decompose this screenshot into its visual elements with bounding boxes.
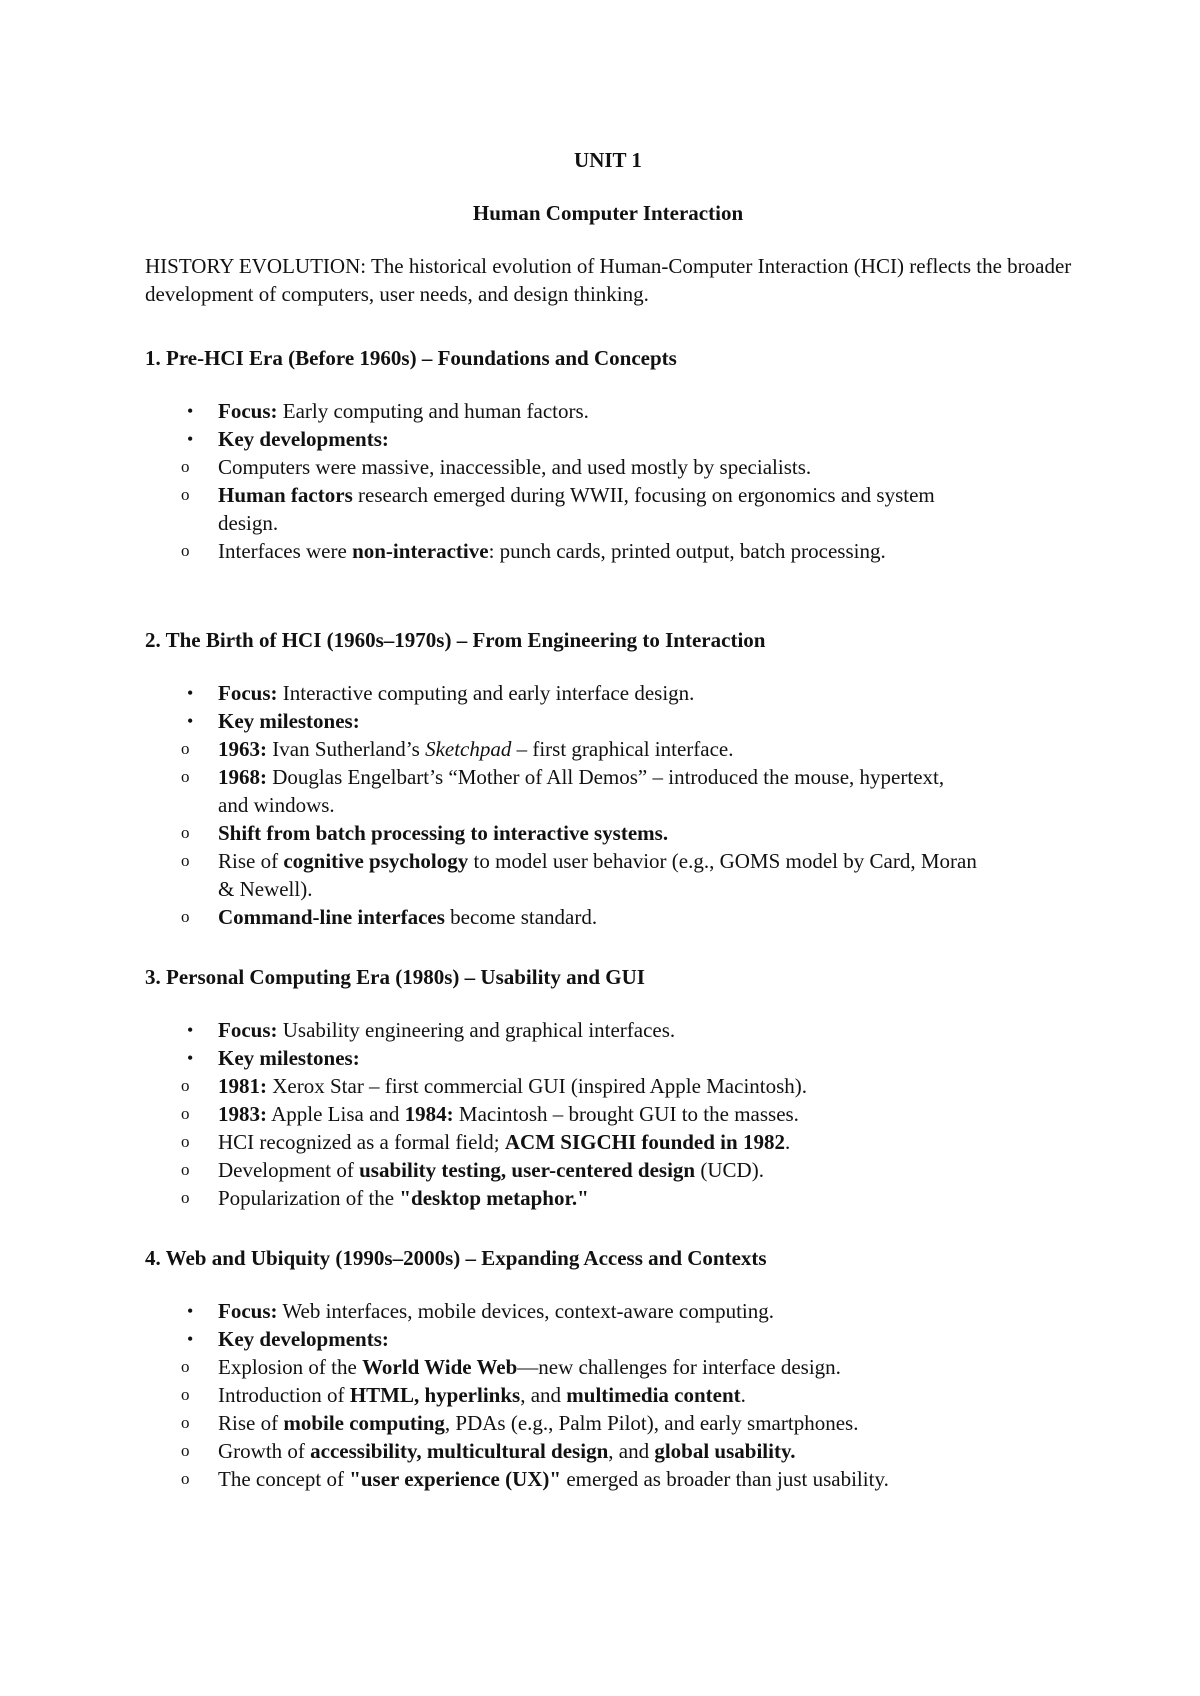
sub-list-item [181,735,1075,763]
doc-title: Human Computer Interaction [472,201,744,225]
plain-text: Rise of [218,1411,284,1435]
circle-bullet-icon: o [181,739,190,758]
bold-text: Command-line interfaces [218,905,445,929]
section-web-ubiquity [145,1245,1075,1493]
focus-text: Usability engineering and graphical interfaces. [277,1018,676,1042]
sub-item-text [218,1072,978,1100]
bold-text: 1983: [218,1102,267,1126]
bold-text: usability testing, user-centered design [359,1158,696,1182]
plain-text: research emerged during WWII, focusing on ergonomics and system design. [218,483,935,535]
focus-item [145,397,1075,425]
section-birth-of-hci [145,627,1075,931]
section-pre-hci [145,345,1075,565]
circle-bullet-icon: o [181,1385,190,1404]
focus-item [145,679,1075,707]
key-item [145,425,1075,565]
sub-item-text [218,1353,978,1381]
sub-item-text [218,847,978,903]
plain-text: become standard. [444,905,598,929]
plain-text: , PDAs (e.g., Palm Pilot), and early smartphones. [444,1411,859,1435]
plain-text: , and [608,1439,655,1463]
plain-text: Computers were massive, inaccessible, and used mostly by specialists. [218,455,812,479]
plain-text: Macintosh – brought GUI to the masses. [453,1102,799,1126]
sub-item-text [218,1437,978,1465]
sub-list-item [181,1381,1075,1409]
sub-item-text [218,1128,978,1156]
circle-bullet-icon: o [181,541,190,560]
sub-list-item [181,1072,1075,1100]
sub-item-text [218,763,978,819]
plain-text: emerged as broader than just usability. [561,1467,889,1491]
plain-text: , and [520,1383,567,1407]
bold-text: "desktop metaphor." [399,1186,589,1210]
section-heading: 2. The Birth of HCI (1960s–1970s) – From Engineering to Interaction [145,628,766,652]
circle-bullet-icon: o [181,823,190,842]
plain-text: : punch cards, printed output, batch processing. [488,539,886,563]
sub-item-text [218,1381,978,1409]
plain-text: Xerox Star – first commercial GUI (inspired Apple Macintosh). [267,1074,808,1098]
sub-item-text [218,1184,978,1212]
circle-bullet-icon: o [181,767,190,786]
plain-text: The concept of [218,1467,350,1491]
sub-item-text [218,481,978,537]
sub-item-text [218,1156,978,1184]
section-heading: 1. Pre-HCI Era (Before 1960s) – Foundations and Concepts [145,346,677,370]
section-personal-computing [145,964,1075,1212]
sub-list-item [181,1409,1075,1437]
focus-label: Focus: [218,1299,278,1323]
sub-item-text [218,903,978,931]
key-item [145,707,1075,931]
plain-text: Explosion of the [218,1355,363,1379]
sub-list-item [181,1353,1075,1381]
italic-text: Sketchpad [425,737,512,761]
sub-list [181,1072,1075,1212]
bullet-icon: • [187,429,194,449]
bold-text: Shift from batch processing to interactive systems. [218,821,669,845]
circle-bullet-icon: o [181,1413,190,1432]
sub-item-text [218,1100,978,1128]
bold-text: multimedia content [566,1383,741,1407]
bullet-list [145,1297,1075,1493]
focus-text: Early computing and human factors. [277,399,589,423]
circle-bullet-icon: o [181,1357,190,1376]
sub-list [181,1353,1075,1493]
plain-text: to model user behavior (e.g., GOMS model by Card, Moran & Newell). [218,849,977,901]
bold-text: Human factors [218,483,353,507]
circle-bullet-icon: o [181,1160,190,1179]
key-label: Key milestones: [218,1046,360,1070]
sub-item-text [218,453,978,481]
sub-list-item [181,819,1075,847]
section-heading: 3. Personal Computing Era (1980s) – Usability and GUI [145,965,645,989]
key-label: Key milestones: [218,709,360,733]
circle-bullet-icon: o [181,1469,190,1488]
plain-text: Growth of [218,1439,311,1463]
sub-item-text [218,537,978,565]
bullet-icon: • [187,683,194,703]
sub-list-item [181,1100,1075,1128]
bullet-list [145,679,1075,931]
plain-text: Introduction of [218,1383,350,1407]
circle-bullet-icon: o [181,1188,190,1207]
circle-bullet-icon: o [181,457,190,476]
sub-list [181,735,1075,931]
focus-label: Focus: [218,681,278,705]
sub-list-item [181,1437,1075,1465]
sub-list-item [181,763,1075,819]
plain-text: Apple Lisa and [267,1102,405,1126]
circle-bullet-icon: o [181,851,190,870]
plain-text: – first graphical interface. [511,737,734,761]
bold-text: cognitive psychology [283,849,469,873]
sub-list-item [181,1465,1075,1493]
bold-text: World Wide Web [362,1355,518,1379]
bold-text: "user experience (UX)" [349,1467,562,1491]
focus-text: Web interfaces, mobile devices, context-aware computing. [277,1299,774,1323]
bold-text: 1981: [218,1074,267,1098]
section-heading: 4. Web and Ubiquity (1990s–2000s) – Expanding Access and Contexts [145,1246,767,1270]
focus-label: Focus: [218,399,278,423]
sub-item-text [218,735,978,763]
circle-bullet-icon: o [181,485,190,504]
sub-list-item [181,847,1075,903]
plain-text: Interfaces were [218,539,353,563]
bold-text: ACM SIGCHI founded in 1982 [504,1130,785,1154]
sub-list-item [181,537,1075,565]
focus-label: Focus: [218,1018,278,1042]
bold-text: 1963: [218,737,267,761]
sub-list-item [181,481,1075,537]
bullet-icon: • [187,1048,194,1068]
plain-text: HCI recognized as a formal field; [218,1130,505,1154]
sub-list-item [181,453,1075,481]
plain-text: Douglas Engelbart’s “Mother of All Demos” – introduced the mouse, hypertext, and windows. [218,765,945,817]
bullet-list [145,397,1075,565]
key-label: Key developments: [218,1327,389,1351]
bold-text: HTML, hyperlinks [349,1383,521,1407]
bullet-list [145,1016,1075,1212]
sub-list-item [181,903,1075,931]
intro-paragraph: HISTORY EVOLUTION: The historical evolution of Human-Computer Interaction (HCI) reflects the broader development of computers, user needs, and design thinking. [145,254,1072,306]
focus-item [145,1297,1075,1325]
circle-bullet-icon: o [181,1104,190,1123]
plain-text: Ivan Sutherland’s [267,737,426,761]
plain-text: Development of [218,1158,360,1182]
bold-text: non-interactive [352,539,489,563]
focus-item [145,1016,1075,1044]
sub-list-item [181,1184,1075,1212]
bold-text: global usability. [654,1439,796,1463]
bold-text: 1968: [218,765,267,789]
sub-list [181,453,1075,565]
key-label: Key developments: [218,427,389,451]
sub-list-item [181,1156,1075,1184]
circle-bullet-icon: o [181,1441,190,1460]
circle-bullet-icon: o [181,907,190,926]
circle-bullet-icon: o [181,1132,190,1151]
bullet-icon: • [187,1020,194,1040]
plain-text: —new challenges for interface design. [517,1355,841,1379]
unit-title: UNIT 1 [574,148,642,172]
sub-item-text [218,1409,978,1437]
bullet-icon: • [187,1329,194,1349]
sub-list-item [181,1128,1075,1156]
plain-text: (UCD). [695,1158,764,1182]
bullet-icon: • [187,1301,194,1321]
bold-text: 1984: [404,1102,454,1126]
key-item [145,1325,1075,1493]
plain-text: . [740,1383,746,1407]
key-item [145,1044,1075,1212]
plain-text: Popularization of the [218,1186,400,1210]
sub-item-text [218,1465,978,1493]
plain-text: Rise of [218,849,284,873]
sub-item-text [218,819,978,847]
bullet-icon: • [187,401,194,421]
plain-text: . [784,1130,791,1154]
focus-text: Interactive computing and early interface design. [277,681,695,705]
circle-bullet-icon: o [181,1076,190,1095]
bold-text: accessibility, multicultural design [310,1439,609,1463]
bullet-icon: • [187,711,194,731]
bold-text: mobile computing [283,1411,445,1435]
